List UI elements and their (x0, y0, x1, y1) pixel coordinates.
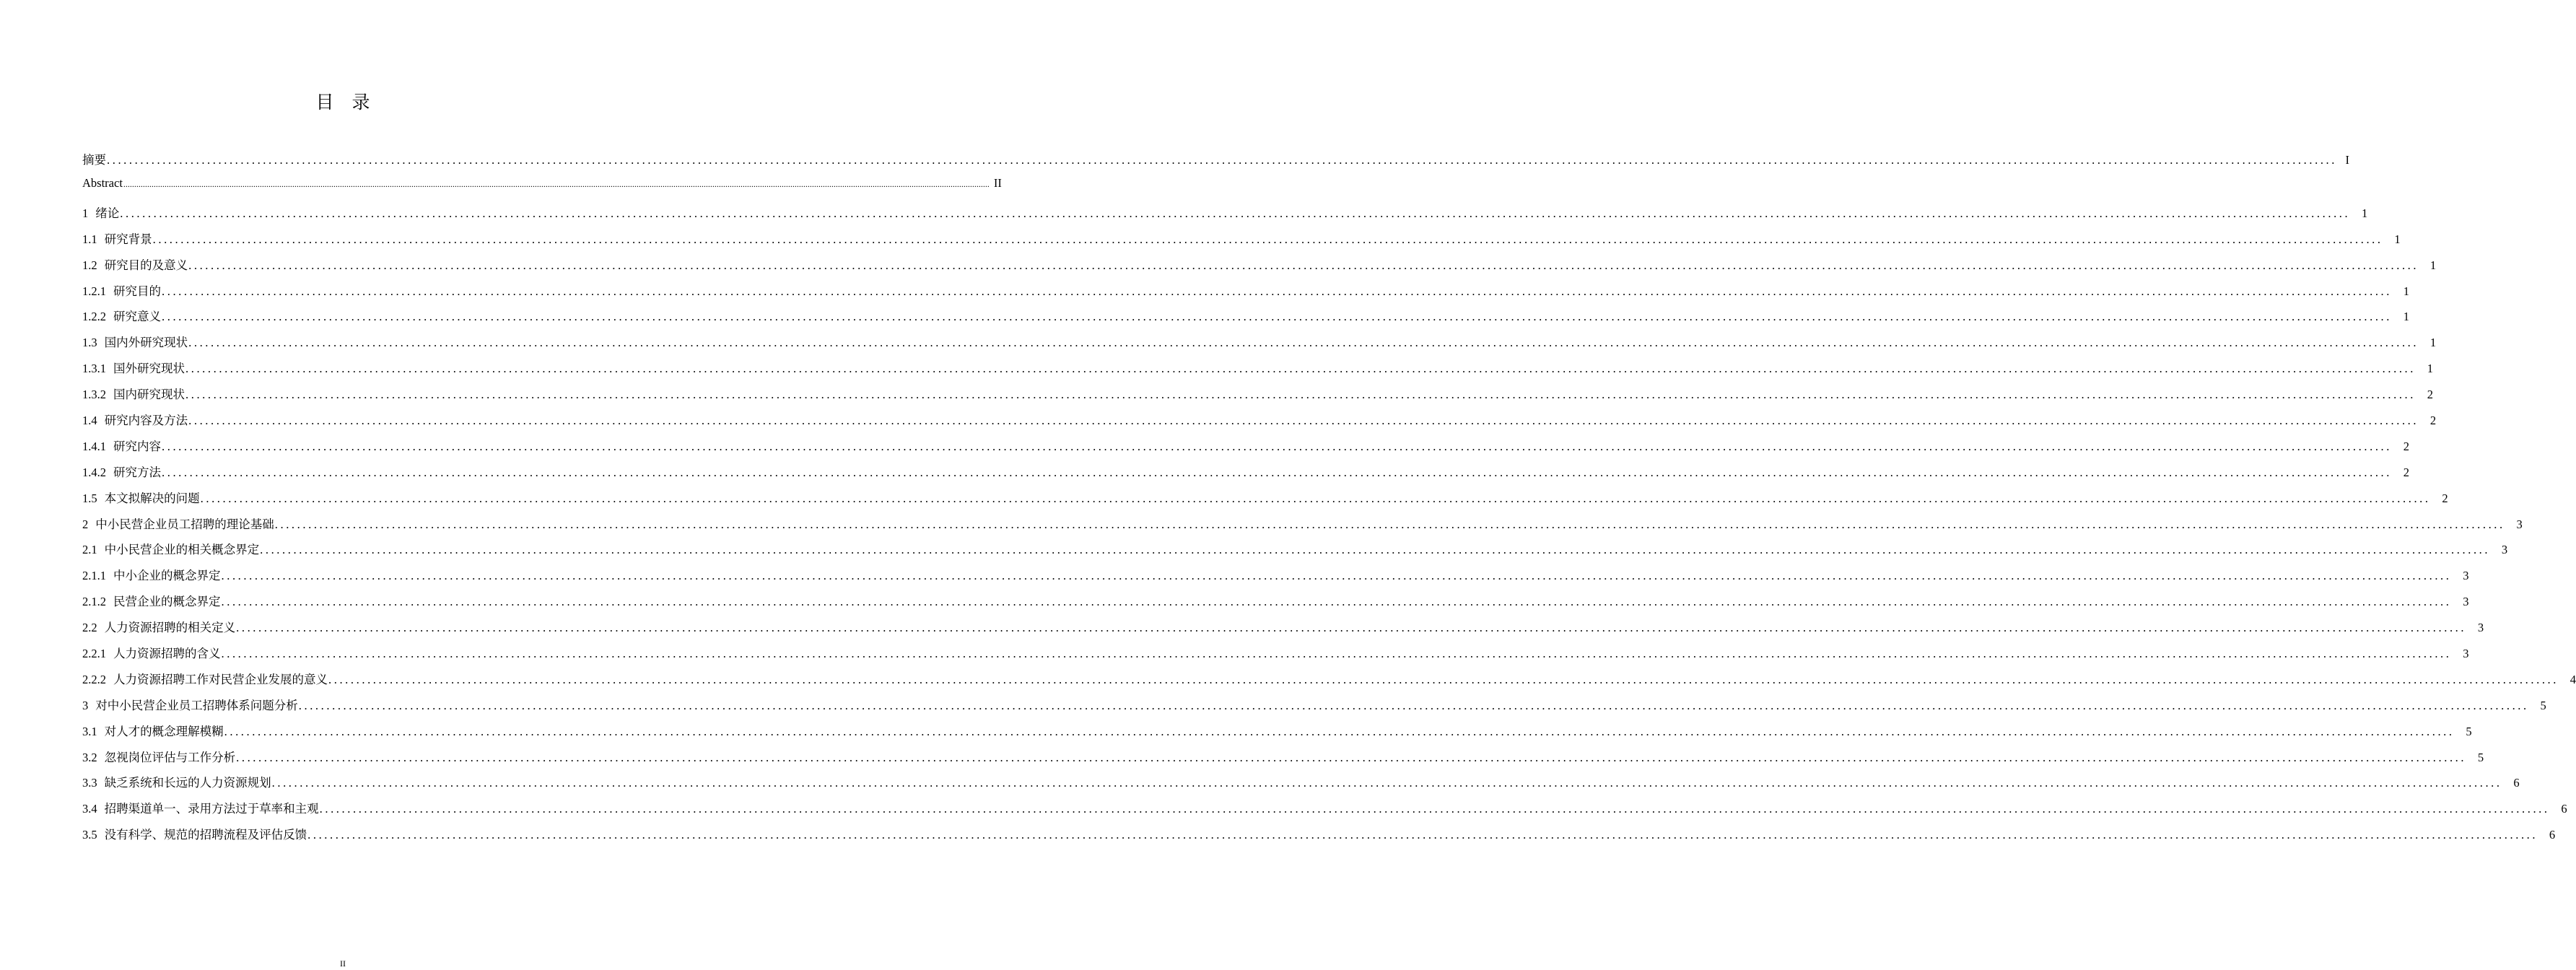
toc-entry-number: 1.2.1 (82, 284, 106, 298)
toc-leader-dots: ................................................................................................................................................................................................................................................................................................................................................................................................................ (224, 724, 2455, 738)
toc-entry[interactable] (82, 307, 2409, 333)
toc-entry-label (82, 515, 274, 532)
toc-entry-text: 研究意义 (113, 310, 161, 324)
toc-entry-page: 3 (2463, 595, 2469, 609)
toc-entry[interactable] (82, 175, 1002, 204)
toc-entry-page: 3 (2463, 647, 2469, 661)
toc-entry-number: 2.2.2 (82, 672, 106, 686)
toc-entry-page: 5 (2466, 724, 2472, 738)
toc-entry-label (82, 281, 161, 299)
toc-entry-page: 6 (2561, 802, 2567, 816)
toc-entry[interactable] (82, 696, 2546, 722)
toc-entry-text: 对人才的概念理解模糊 (104, 724, 224, 738)
toc-entry-text: 研究目的 (113, 284, 161, 298)
toc-entry-text: 人力资源招聘工作对民营企业发展的意义 (113, 672, 328, 686)
toc-entry-page: 2 (2427, 388, 2433, 402)
toc-entry-label (82, 359, 185, 376)
toc-entry[interactable] (82, 540, 2508, 566)
toc-leader-dots: ................................................................................................................................................................................................................................................................................................................................................................................................................ (152, 232, 2383, 246)
toc-entry[interactable] (82, 773, 2520, 799)
toc-leader-dots: ................................................................................................................................................................................................................................................................................................................................................................................................................ (274, 517, 2505, 531)
toc-entry-label (82, 566, 221, 583)
toc-entry[interactable] (82, 333, 2437, 359)
toc-entry-number: 2.1.2 (82, 595, 106, 609)
toc-entry-text: 研究方法 (113, 465, 161, 479)
toc-leader-dots: ................................................................................................................................................................................................................................................................................................................................................................................................................ (328, 672, 2559, 686)
toc-entry-label (82, 333, 188, 350)
toc-entry-label (82, 825, 307, 842)
toc-entry-page: 3 (2477, 621, 2484, 635)
toc-entry[interactable] (82, 411, 2437, 437)
toc-entry-page: 1 (2403, 310, 2409, 324)
toc-entry-page: 1 (2394, 232, 2401, 246)
page-footer-number: II (340, 958, 346, 969)
toc-entry-page: 3 (2516, 517, 2523, 531)
toc-entry-page: 1 (2429, 258, 2437, 272)
toc-entry-label (82, 592, 221, 609)
toc-entry-label (82, 307, 161, 324)
toc-entry-text: 缺乏系统和长远的人力资源规划 (104, 776, 271, 790)
toc-entry-page: 2 (2403, 439, 2409, 453)
toc-entry-label (82, 204, 119, 221)
toc-entry[interactable] (82, 592, 2469, 618)
toc-entry-label (82, 385, 185, 402)
toc-entry-text: 忽视岗位评估与工作分析 (104, 750, 236, 764)
toc-leader-dots: ................................................................................................................................................................................................................................................................................................................................................................................................................ (120, 206, 2351, 220)
toc-entry[interactable] (82, 618, 2484, 644)
toc-leader-dots: ................................................................................................................................................................................................................................................................................................................................................................................................................ (188, 258, 2419, 272)
toc-entry-label (82, 411, 188, 428)
toc-leader-dots: ................................................................................................................................................................................................................................................................................................................................................................................................................ (298, 698, 2529, 712)
toc-entry[interactable] (82, 463, 2409, 489)
toc-leader-dots: ................................................................................................................................................................................................................................................................................................................................................................................................................ (162, 284, 2392, 298)
toc-leader-dots: ................................................................................................................................................................................................................................................................................................................................................................................................................ (188, 336, 2419, 350)
toc-entry-label (82, 176, 123, 191)
toc-entry-number: 3.2 (82, 750, 97, 764)
toc-entry-number: 1.5 (82, 491, 97, 505)
toc-entry-label (82, 255, 188, 273)
toc-entry-page: 5 (2477, 750, 2484, 764)
toc-leader-dots: ................................................................................................................................................................................................................................................................................................................................................................................................................ (162, 465, 2392, 479)
toc-entry[interactable] (82, 748, 2484, 774)
toc-entry-number: 3 (82, 698, 89, 712)
toc-leader-dots: ................................................................................................................................................................................................................................................................................................................................................................................................................ (271, 776, 2502, 790)
toc-leader-dots: ................................................................................................................................................................................................................................................................................................................................................................................................................ (162, 310, 2392, 324)
toc-entry-page: 3 (2463, 569, 2469, 583)
toc-entry-text: 国外研究现状 (113, 362, 185, 376)
toc-leader-dots: ................................................................................................................................................................................................................................................................................................................................................................................................................ (185, 388, 2416, 402)
toc-entry-page: 1 (2427, 362, 2433, 376)
toc-entry-label (82, 799, 319, 816)
toc-entry-number: 2.2.1 (82, 647, 106, 661)
toc-leader-dots: ................................................................................................................................................................................................................................................................................................................................................................................................................ (123, 178, 990, 189)
toc-entry-label (82, 696, 298, 713)
toc-entry-number: 1 (82, 206, 89, 220)
toc-leader-dots: ................................................................................................................................................................................................................................................................................................................................................................................................................ (260, 543, 2491, 557)
toc-entry[interactable] (82, 799, 2567, 825)
toc-entry-text: 对中小民营企业员工招聘体系问题分析 (95, 698, 298, 712)
toc-entry-number: 1.3 (82, 336, 97, 350)
toc-entry-number: 2.1.1 (82, 569, 106, 583)
toc-leader-dots: ................................................................................................................................................................................................................................................................................................................................................................................................................ (162, 439, 2392, 453)
toc-entry[interactable] (82, 489, 2448, 515)
toc-entry-page: II (993, 175, 1002, 190)
toc-entry-text: 研究背景 (104, 232, 152, 246)
toc-entry-page: 1 (2429, 336, 2437, 350)
toc-leader-dots: ................................................................................................................................................................................................................................................................................................................................................................................................................ (107, 153, 2337, 167)
toc-entry-number: 1.3.2 (82, 388, 106, 402)
toc-entry-number: 2.1 (82, 543, 97, 557)
toc-entry-page: I (2345, 153, 2349, 167)
toc-entry-page: 1 (2403, 284, 2409, 298)
toc-entry-text: 研究内容 (113, 439, 161, 453)
toc-entry-text: 没有科学、规范的招聘流程及评估反馈 (104, 828, 307, 842)
toc-entry-text: 人力资源招聘的相关定义 (104, 621, 236, 635)
toc-entry-label (82, 773, 271, 790)
toc-entry-page: 2 (2403, 465, 2409, 479)
toc-entry-number: 1.3.1 (82, 362, 106, 376)
toc-entry-number: 1.2 (82, 258, 97, 272)
toc-entry-text: 摘要 (82, 153, 106, 167)
toc-entry[interactable] (82, 385, 2433, 411)
toc-entry-number: 3.1 (82, 724, 97, 738)
toc-entry-number: 1.4 (82, 414, 97, 428)
toc-entry[interactable] (82, 515, 2523, 541)
toc-entry-text: 研究目的及意义 (104, 258, 188, 272)
toc-entry-number: 1.1 (82, 232, 97, 246)
toc-title: 目 录 (315, 93, 370, 113)
toc-entry-label (82, 618, 235, 635)
toc-entry[interactable] (82, 644, 2469, 670)
toc-entry-text: 国内外研究现状 (104, 336, 188, 350)
toc-entry[interactable] (82, 150, 2349, 176)
toc-entry-label (82, 489, 200, 506)
toc-entry-label (82, 463, 161, 480)
toc-entry-label (82, 722, 224, 739)
toc-entry-label (82, 670, 328, 687)
toc-entry-page: 3 (2501, 543, 2508, 557)
toc-entry-text: 中小民营企业员工招聘的理论基础 (95, 517, 274, 531)
toc-entry-page: 6 (2549, 828, 2556, 842)
toc-entry-page: 5 (2540, 698, 2546, 712)
toc-leader-dots: ................................................................................................................................................................................................................................................................................................................................................................................................................ (221, 647, 2452, 661)
toc-entry-label (82, 150, 106, 167)
toc-entry[interactable] (82, 825, 2556, 851)
toc-entry-text: Abstract (82, 175, 123, 190)
toc-entry-label (82, 540, 259, 557)
toc-entry-number: 2.2 (82, 621, 97, 635)
toc-entry-text: 民营企业的概念界定 (113, 595, 221, 609)
toc-entry-number: 1.4.1 (82, 439, 106, 453)
table-of-contents (82, 150, 2576, 851)
toc-leader-dots: ................................................................................................................................................................................................................................................................................................................................................................................................................ (188, 414, 2419, 428)
toc-entry[interactable] (82, 281, 2409, 307)
toc-entry[interactable] (82, 255, 2437, 281)
toc-entry-page: 1 (2362, 206, 2368, 220)
toc-leader-dots: ................................................................................................................................................................................................................................................................................................................................................................................................................ (200, 491, 2431, 505)
toc-leader-dots: ................................................................................................................................................................................................................................................................................................................................................................................................................ (236, 750, 2467, 764)
toc-entry-label (82, 230, 152, 247)
toc-entry-number: 3.5 (82, 828, 97, 842)
toc-entry-number: 3.3 (82, 776, 97, 790)
toc-entry[interactable] (82, 230, 2401, 255)
toc-entry-page: 4 (2570, 672, 2576, 686)
toc-entry[interactable] (82, 722, 2472, 748)
toc-entry-page: 2 (2442, 491, 2448, 505)
toc-entry-label (82, 437, 161, 454)
toc-entry-number: 1.4.2 (82, 465, 106, 479)
toc-entry[interactable] (82, 359, 2433, 385)
toc-leader-dots: ................................................................................................................................................................................................................................................................................................................................................................................................................ (185, 362, 2416, 376)
toc-leader-dots: ................................................................................................................................................................................................................................................................................................................................................................................................................ (319, 802, 2550, 816)
toc-entry-text: 招聘渠道单一、录用方法过于草率和主观 (104, 802, 319, 816)
toc-entry-text: 中小企业的概念界定 (113, 569, 221, 583)
toc-entry-number: 3.4 (82, 802, 97, 816)
toc-entry-number: 1.2.2 (82, 310, 106, 324)
toc-entry-page: 2 (2429, 414, 2437, 428)
toc-leader-dots: ................................................................................................................................................................................................................................................................................................................................................................................................................ (236, 621, 2467, 635)
toc-entry-text: 中小民营企业的相关概念界定 (104, 543, 260, 557)
toc-entry[interactable] (82, 437, 2409, 463)
toc-leader-dots: ................................................................................................................................................................................................................................................................................................................................................................................................................ (307, 828, 2538, 842)
toc-entry[interactable] (82, 566, 2469, 592)
toc-entry-text: 绪论 (95, 206, 120, 220)
toc-entry-text: 人力资源招聘的含义 (113, 647, 221, 661)
toc-entry-label (82, 644, 221, 661)
toc-entry-text: 国内研究现状 (113, 388, 185, 402)
toc-entry-text: 研究内容及方法 (104, 414, 188, 428)
toc-entry-number: 2 (82, 517, 89, 531)
toc-entry[interactable] (82, 204, 2368, 230)
toc-leader-dots: ................................................................................................................................................................................................................................................................................................................................................................................................................ (221, 595, 2452, 609)
toc-leader-dots: ................................................................................................................................................................................................................................................................................................................................................................................................................ (221, 569, 2452, 583)
toc-entry-page: 6 (2513, 776, 2520, 790)
toc-entry-text: 本文拟解决的问题 (104, 491, 200, 505)
toc-entry[interactable] (82, 670, 2576, 696)
toc-entry-label (82, 748, 235, 765)
